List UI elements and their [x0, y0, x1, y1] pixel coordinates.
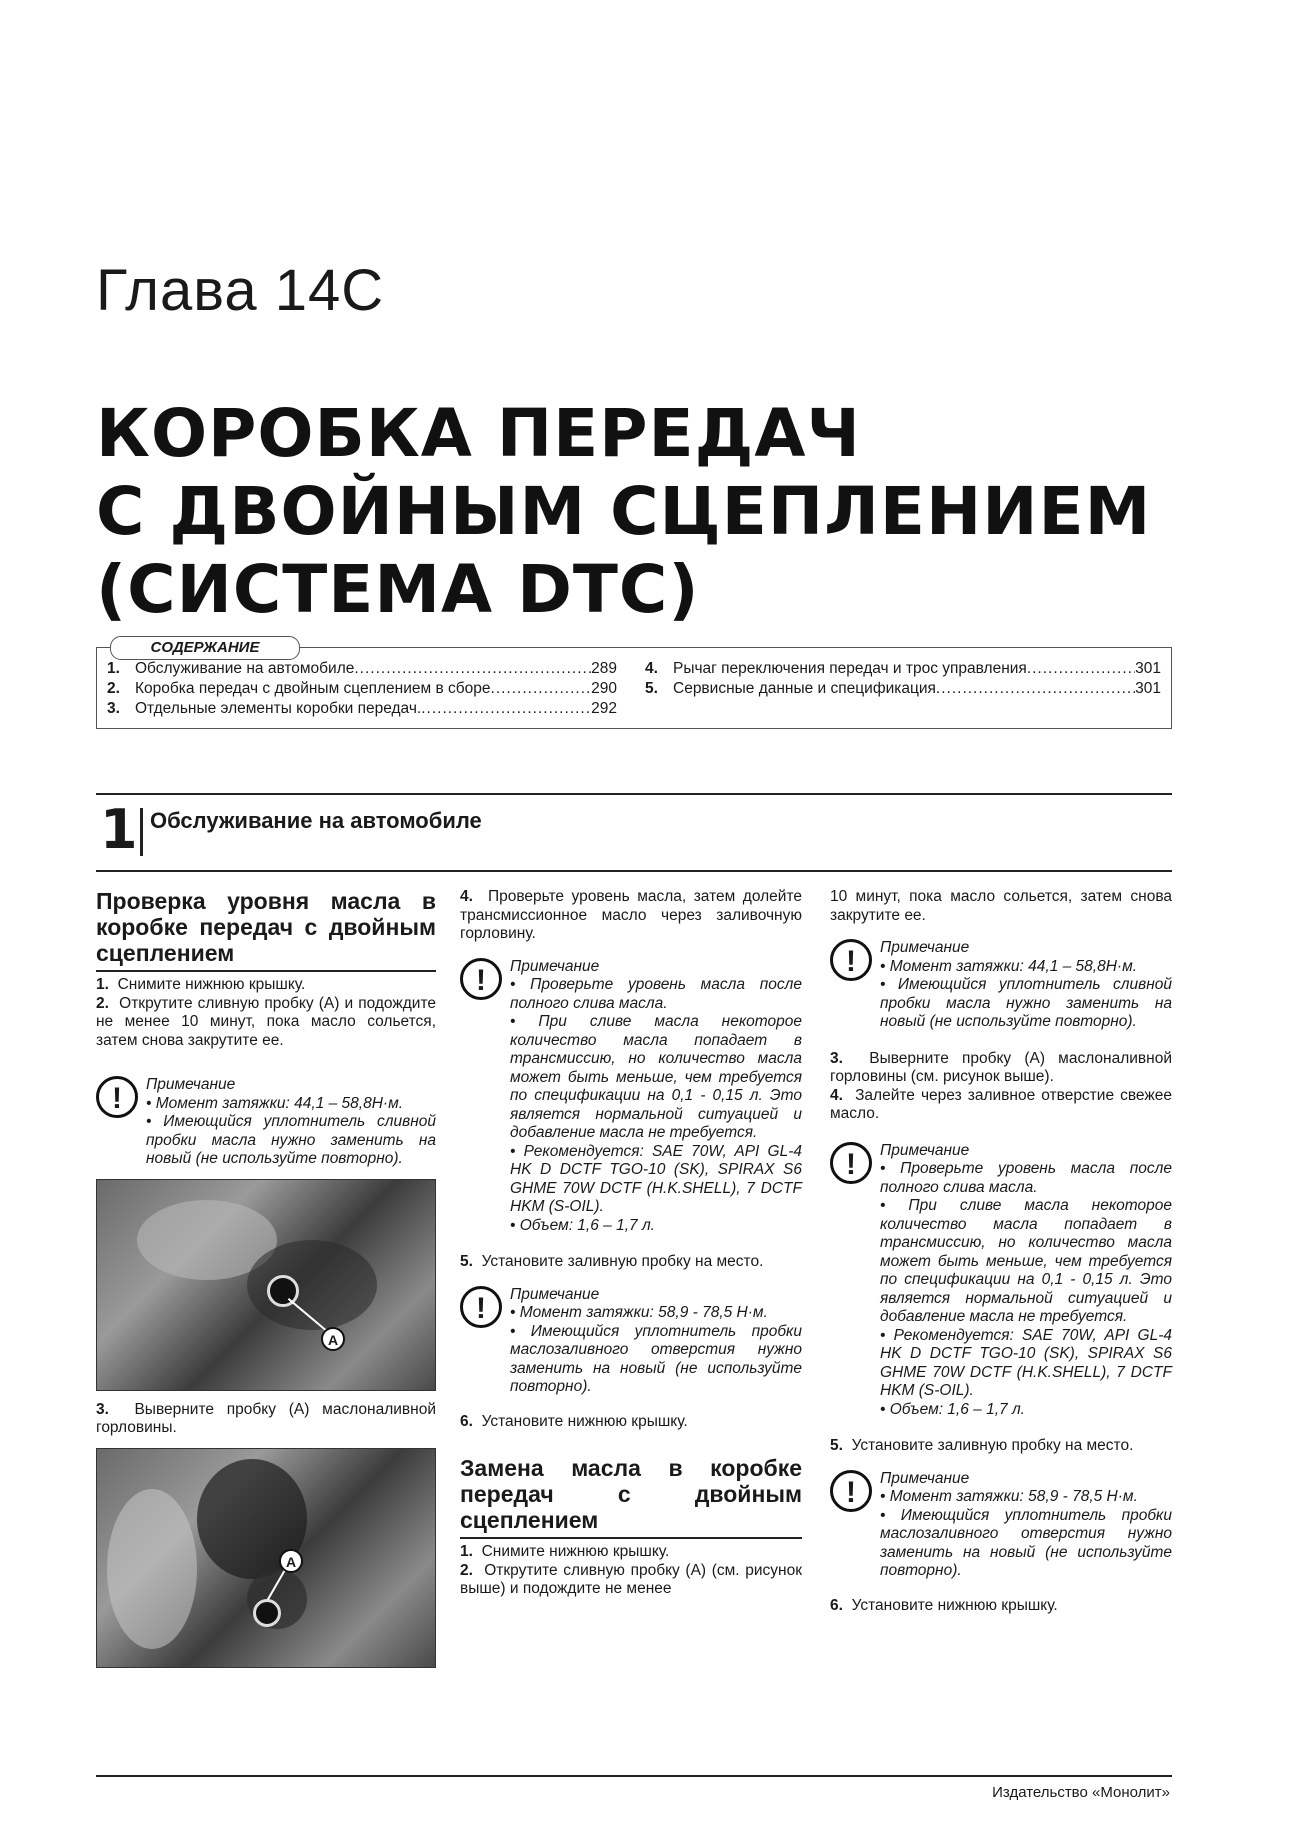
- note: [460, 1286, 802, 1397]
- toc-item-title: Коробка передач с двойным сцеплением в сборе: [135, 680, 491, 697]
- callout-a: A: [321, 1327, 345, 1351]
- note-line: • Момент затяжки: 58,9 - 78,5 Н·м.: [880, 1488, 1138, 1505]
- toc-item-number: 1.: [107, 660, 120, 677]
- exclamation-icon: !: [830, 1142, 872, 1184]
- toc-leader: [936, 679, 1135, 699]
- toc-item-page: 301: [1135, 680, 1161, 697]
- step-number: 2.: [460, 1561, 473, 1579]
- step: [460, 1562, 802, 1599]
- step-number: 2.: [96, 994, 109, 1012]
- note: [460, 958, 802, 1236]
- note-heading: Примечание: [880, 939, 970, 956]
- note-line: • При сливе масла некоторое количество масла попадает в трансмиссию, но количество масла может быть меньше, чем требуется по спецификации на 0,1 - 0,15 л. Это является нормальной ситуацией и добавление масла не требуется.: [510, 1013, 802, 1141]
- toc-item[interactable]: [645, 679, 1161, 699]
- step-number: 4.: [460, 888, 473, 905]
- step-number: 1.: [460, 1543, 473, 1560]
- note-line: • Имеющийся уплотнитель пробки маслозаливного отверстия нужно заменить на новый (не используйте повторно).: [880, 1506, 1172, 1579]
- note-heading: Примечание: [146, 1076, 236, 1093]
- note-line: • Момент затяжки: 58,9 - 78,5 Н·м.: [510, 1304, 768, 1321]
- toc-label: СОДЕРЖАНИЕ: [110, 636, 300, 660]
- toc-item-number: 3.: [107, 700, 120, 717]
- gearbox-photo-drain-plug: [96, 1179, 436, 1391]
- note-heading: Примечание: [880, 1141, 970, 1159]
- note-line: • Имеющийся уплотнитель пробки маслозаливного отверстия нужно заменить на новый (не используйте повторно).: [510, 1322, 802, 1395]
- note-line: • Проверьте уровень масла после полного слива масла.: [880, 1160, 1172, 1196]
- note-line: • Имеющийся уплотнитель сливной пробки масла нужно заменить на новый (не используйте повторно).: [146, 1113, 436, 1167]
- toc-item-number: 4.: [645, 660, 658, 677]
- step-text: Установите заливную пробку на место.: [481, 1253, 764, 1270]
- column-divider: [96, 870, 1172, 872]
- step: [830, 1597, 1172, 1616]
- step-text: Залейте через заливное отверстие свежее масло.: [830, 1086, 1172, 1122]
- toc-leader: [354, 659, 591, 679]
- step-text: Установите заливную пробку на место.: [851, 1437, 1134, 1454]
- note-line: • Рекомендуется: SAE 70W, API GL-4 HK D DCTF TGO-10 (SK), SPIRAX S6 GHME 70W DCTF (H.K.SHELL), 7 DCTF HKM (S-OIL).: [510, 1142, 802, 1215]
- toc-item-title: Отдельные элементы коробки передач.: [135, 700, 422, 717]
- step: [460, 1543, 802, 1562]
- callout-a: A: [279, 1549, 303, 1573]
- title-line: (СИСТЕМА DTC): [96, 551, 700, 628]
- note: [96, 1076, 436, 1169]
- toc-item-page: 289: [591, 660, 617, 677]
- chapter-heading: Глава 14С: [96, 258, 385, 323]
- note-line: • Проверьте уровень масла после полного слива масла.: [510, 976, 802, 1012]
- exclamation-icon: !: [460, 958, 502, 1000]
- step-continuation: 10 минут, пока масло сольется, затем снова закрутите ее.: [830, 888, 1172, 924]
- section-divider: [96, 793, 1172, 795]
- note-line: • Объем: 1,6 – 1,7 л.: [880, 1400, 1025, 1418]
- publisher-footer: Издательство «Монолит»: [992, 1784, 1170, 1801]
- toc-item-title: Обслуживание на автомобиле: [135, 660, 355, 677]
- step-number: 5.: [830, 1437, 843, 1454]
- note-line: • Имеющийся уплотнитель сливной пробки масла нужно заменить на новый (не используйте повторно).: [880, 976, 1172, 1030]
- step-number: 3.: [96, 1400, 109, 1418]
- title-line: С ДВОЙНЫМ СЦЕПЛЕНИЕМ: [96, 473, 1152, 550]
- note-line: • Объем: 1,6 – 1,7 л.: [510, 1216, 655, 1234]
- gearbox-photo-filler-plug: [96, 1448, 436, 1668]
- toc-item[interactable]: [107, 699, 617, 719]
- toc-leader: [491, 679, 592, 699]
- step-text: Снимите нижнюю крышку.: [117, 976, 306, 993]
- note-heading: Примечание: [510, 1285, 600, 1303]
- toc-item-title: Рычаг переключения передач и трос управления: [673, 660, 1027, 677]
- step-text: Выверните пробку (А) маслоналивной горловины.: [96, 1400, 436, 1436]
- step-text: Открутите сливную пробку (А) и подождите не менее 10 минут, пока масло сольется, затем снова закрутите ее.: [96, 994, 436, 1049]
- column-1: [96, 888, 436, 1668]
- step: [460, 1413, 802, 1432]
- step-text: Снимите нижнюю крышку.: [481, 1543, 670, 1560]
- toc-item[interactable]: [107, 659, 617, 679]
- exclamation-icon: !: [830, 939, 872, 981]
- section-title: Обслуживание на автомобиле: [150, 808, 482, 833]
- note: [830, 939, 1172, 1032]
- column-2: [460, 888, 802, 1599]
- note-line: • При сливе масла некоторое количество масла попадает в трансмиссию, но количество масла может быть меньше, чем требуется по спецификации на 0,1 - 0,15 л. Это является нормальной ситуацией и добавление масла не требуется.: [880, 1197, 1172, 1325]
- note-line: • Момент затяжки: 44,1 – 58,8Н·м.: [146, 1094, 403, 1112]
- toc-leader: [1027, 659, 1135, 679]
- note-line: • Момент затяжки: 44,1 – 58,8Н·м.: [880, 957, 1137, 975]
- step-text: Установите нижнюю крышку.: [851, 1596, 1058, 1614]
- section-bar: [140, 808, 143, 856]
- toc-item-page: 290: [591, 680, 617, 697]
- section-number: 1: [100, 798, 138, 861]
- step: [830, 1087, 1172, 1124]
- step-text: Открутите сливную пробку (А) (см. рисунок выше) и подождите не менее: [460, 1561, 802, 1597]
- footer-divider: [96, 1775, 1172, 1777]
- page-title: [96, 395, 1151, 629]
- exclamation-icon: !: [460, 1286, 502, 1328]
- toc-leader: [421, 699, 591, 719]
- step-text: Проверьте уровень масла, затем долейте трансмиссионное масло через заливочную горловину.: [460, 888, 802, 942]
- toc-item-page: 301: [1135, 660, 1161, 677]
- step-text: Установите нижнюю крышку.: [481, 1412, 688, 1430]
- toc-item-page: 292: [591, 700, 617, 717]
- step-number: 6.: [460, 1412, 473, 1430]
- exclamation-icon: !: [830, 1470, 872, 1512]
- toc-item-title: Сервисные данные и спецификация: [673, 680, 936, 697]
- note: [830, 1142, 1172, 1420]
- toc-item[interactable]: [107, 679, 617, 699]
- step: [460, 1253, 802, 1272]
- step: [830, 1437, 1172, 1456]
- note-line: • Рекомендуется: SAE 70W, API GL-4 HK D DCTF TGO-10 (SK), SPIRAX S6 GHME 70W DCTF (H.K.SHELL), 7 DCTF HKM (S-OIL).: [880, 1326, 1172, 1399]
- note-heading: Примечание: [510, 957, 600, 975]
- toc-item-number: 2.: [107, 680, 120, 697]
- exclamation-icon: !: [96, 1076, 138, 1118]
- step-number: 5.: [460, 1253, 473, 1270]
- subsection-heading: Проверка уровня масла в коробке передач с двойным сцеплением: [96, 888, 436, 972]
- step: [96, 995, 436, 1051]
- subsection-heading: Замена масла в коробке передач с двойным сцеплением: [460, 1455, 802, 1539]
- step-number: 6.: [830, 1596, 843, 1614]
- step: [460, 888, 802, 944]
- step: [96, 1401, 436, 1438]
- step: [830, 1050, 1172, 1087]
- note: [830, 1470, 1172, 1581]
- step-number: 4.: [830, 1086, 843, 1104]
- title-line: КОРОБКА ПЕРЕДАЧ: [96, 395, 861, 472]
- note-heading: Примечание: [880, 1469, 970, 1487]
- step-number: 1.: [96, 976, 109, 993]
- step-text: Выверните пробку (А) маслоналивной горловины (см. рисунок выше).: [830, 1049, 1172, 1085]
- toc-item[interactable]: [645, 659, 1161, 679]
- step: [96, 976, 436, 995]
- toc-item-number: 5.: [645, 680, 658, 697]
- step-number: 3.: [830, 1049, 843, 1067]
- column-3: [830, 888, 1172, 1615]
